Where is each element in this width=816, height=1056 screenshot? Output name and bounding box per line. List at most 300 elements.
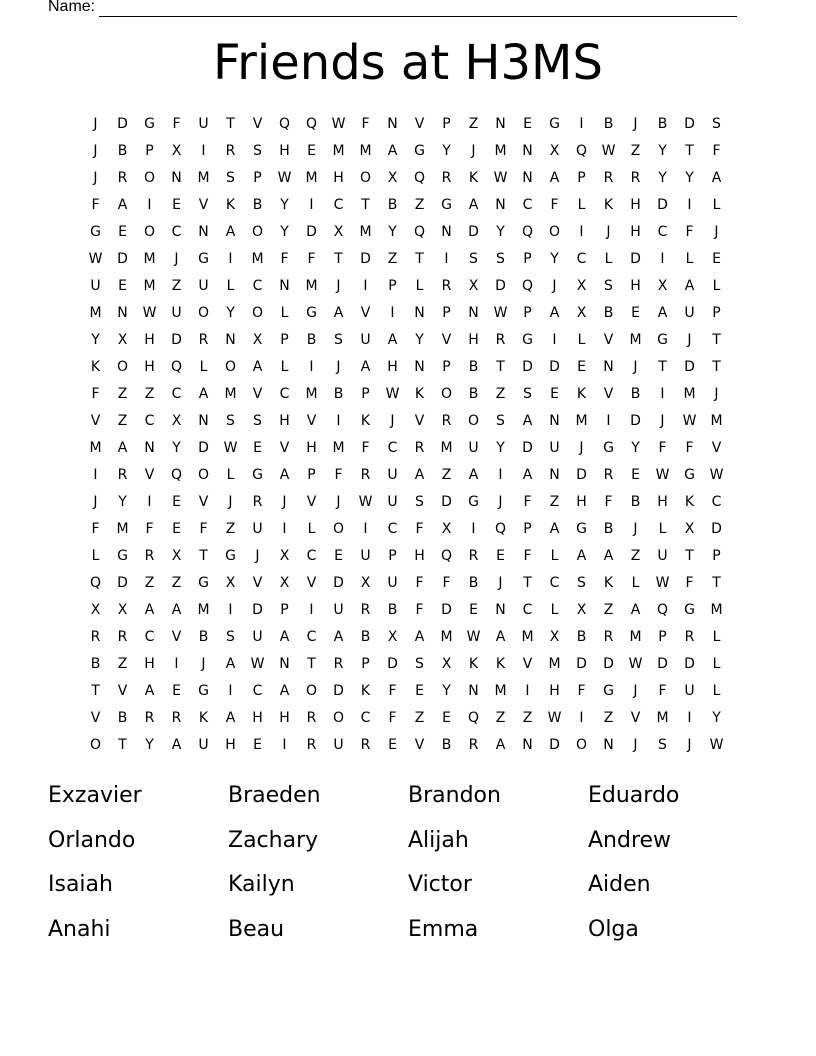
grid-letter: D [711,521,722,537]
grid-row [82,570,730,597]
grid-letter: B [576,629,587,645]
grid-letter: X [549,629,560,645]
grid-letter: L [307,521,316,537]
grid-letter: Y [118,494,127,510]
grid-letter: A [279,683,290,699]
grid-letter: N [522,737,533,753]
grid-letter: R [441,413,452,429]
grid-letter: V [414,413,425,429]
grid-letter: R [603,467,614,483]
grid-row [82,300,730,327]
grid-letter: P [712,548,721,564]
grid-letter: I [525,683,530,699]
grid-letter: H [306,440,317,456]
grid-letter: R [144,710,155,726]
grid-letter: D [387,656,398,672]
grid-letter: A [495,629,506,645]
grid-letter: M [116,521,129,537]
grid-letter: B [630,386,641,402]
grid-letter: D [252,602,263,618]
grid-letter: E [172,683,181,699]
grid-letter: B [657,116,668,132]
grid-letter: B [387,602,398,618]
grid-letter: Q [467,710,480,726]
grid-letter: I [552,332,557,348]
grid-letter: A [171,602,182,618]
grid-letter: S [604,278,613,294]
grid-letter: O [467,413,480,429]
grid-letter: P [145,143,154,159]
grid-letter: W [277,170,292,186]
grid-letter: G [306,305,317,321]
grid-letter: U [360,548,371,564]
grid-letter: V [90,413,101,429]
grid-letter: I [309,602,314,618]
grid-letter: Y [91,332,100,348]
grid-letter: Q [89,575,102,591]
grid-letter: L [226,278,235,294]
grid-letter: A [360,359,371,375]
grid-letter: S [226,629,235,645]
grid-letter: G [198,251,209,267]
grid-letter: G [549,116,560,132]
grid-letter: M [89,440,102,456]
grid-letter: G [90,224,101,240]
grid-letter: R [441,278,452,294]
grid-letter: F [577,683,586,699]
grid-letter: V [117,683,128,699]
grid-letter: A [522,467,533,483]
grid-letter: M [440,629,453,645]
grid-letter: W [223,440,238,456]
grid-letter: A [684,278,695,294]
grid-letter: B [360,629,371,645]
grid-letter: X [657,278,668,294]
grid-letter: K [576,386,587,402]
grid-letter: A [549,305,560,321]
grid-row [82,354,730,381]
grid-letter: D [441,494,452,510]
grid-letter: I [228,602,233,618]
grid-letter: T [712,359,721,375]
grid-letter: G [198,683,209,699]
grid-letter: V [144,467,155,483]
grid-letter: O [89,737,102,753]
grid-letter: X [225,575,236,591]
grid-letter: E [631,467,640,483]
grid-letter: N [198,224,209,240]
grid-letter: P [658,629,667,645]
grid-letter: D [630,251,641,267]
grid-letter: J [714,224,719,240]
grid-letter: Z [522,710,533,726]
grid-letter: E [172,521,181,537]
grid-letter: W [250,656,265,672]
grid-letter: I [660,386,665,402]
grid-letter: U [657,548,668,564]
grid-letter: J [390,413,395,429]
grid-letter: P [442,116,451,132]
grid-letter: F [334,467,343,483]
grid-letter: A [198,386,209,402]
grid-letter: Z [441,467,452,483]
grid-letter: K [468,170,479,186]
name-field[interactable] [48,0,737,17]
grid-letter: Z [144,575,155,591]
grid-letter: M [305,278,318,294]
grid-letter: H [630,278,641,294]
grid-letter: I [390,305,395,321]
grid-letter: I [282,521,287,537]
grid-row [82,192,730,219]
grid-letter: U [387,467,398,483]
grid-letter: Z [549,494,560,510]
grid-letter: H [279,710,290,726]
grid-letter: P [577,170,586,186]
grid-letter: N [549,413,560,429]
grid-letter: F [685,224,694,240]
grid-letter: D [117,116,128,132]
grid-letter: I [309,359,314,375]
grid-letter: I [471,521,476,537]
grid-letter: H [468,332,479,348]
grid-letter: P [253,170,262,186]
grid-letter: J [282,494,287,510]
grid-letter: S [226,170,235,186]
grid-letter: C [252,278,263,294]
grid-letter: V [306,575,317,591]
grid-letter: R [414,440,425,456]
grid-letter: F [415,602,424,618]
grid-letter: J [498,494,503,510]
grid-letter: Z [117,656,128,672]
grid-row [82,219,730,246]
grid-letter: W [88,251,103,267]
grid-letter: O [332,710,345,726]
grid-letter: R [117,170,128,186]
grid-letter: K [198,710,209,726]
grid-letter: M [197,602,210,618]
grid-letter: M [143,278,156,294]
grid-letter: L [550,602,559,618]
grid-letter: C [144,629,155,645]
grid-letter: D [684,116,695,132]
grid-letter: U [333,602,344,618]
grid-letter: O [575,737,588,753]
grid-letter: T [199,548,208,564]
grid-letter: P [361,656,370,672]
grid-letter: Q [521,278,534,294]
grid-letter: B [603,305,614,321]
grid-letter: Q [440,548,453,564]
grid-letter: N [603,359,614,375]
grid-letter: M [440,440,453,456]
grid-letter: K [414,386,425,402]
grid-letter: R [603,170,614,186]
grid-letter: Z [144,386,155,402]
grid-letter: I [579,116,584,132]
grid-letter: X [576,305,587,321]
grid-letter: E [118,224,127,240]
grid-letter: K [225,197,236,213]
grid-letter: V [279,440,290,456]
grid-letter: I [579,710,584,726]
grid-letter: J [606,224,611,240]
grid-letter: G [684,602,695,618]
grid-letter: E [172,197,181,213]
grid-letter: V [90,710,101,726]
grid-letter: B [468,575,479,591]
grid-letter: T [712,332,721,348]
grid-letter: W [466,629,481,645]
grid-letter: V [441,332,452,348]
grid-letter: R [684,629,695,645]
grid-letter: G [144,116,155,132]
grid-letter: C [711,494,722,510]
grid-letter: A [468,467,479,483]
grid-letter: S [523,386,532,402]
grid-letter: W [628,656,643,672]
puzzle-title: Friends at H3MS [213,35,603,91]
grid-letter: E [334,548,343,564]
grid-letter: W [547,710,562,726]
grid-letter: M [89,305,102,321]
grid-row [82,543,730,570]
grid-letter: L [577,332,586,348]
grid-letter: M [143,251,156,267]
grid-letter: U [684,683,695,699]
grid-letter: G [603,683,614,699]
grid-letter: Y [658,170,667,186]
grid-letter: U [171,305,182,321]
word-bank-item: Eduardo [588,783,680,808]
grid-letter: B [117,710,128,726]
grid-letter: L [631,575,640,591]
grid-letter: J [93,116,98,132]
grid-letter: W [142,305,157,321]
grid-letter: J [336,494,341,510]
grid-letter: L [280,359,289,375]
grid-row [82,111,730,138]
grid-letter: X [171,548,182,564]
grid-letter: S [658,737,667,753]
grid-letter: Y [280,224,289,240]
grid-letter: A [414,467,425,483]
grid-letter: S [415,494,424,510]
grid-letter: A [576,548,587,564]
grid-letter: T [118,737,127,753]
grid-letter: U [387,575,398,591]
grid-letter: Q [521,224,534,240]
grid-letter: D [522,440,533,456]
grid-letter: C [333,197,344,213]
grid-row [82,651,730,678]
grid-letter: U [198,737,209,753]
grid-letter: A [630,602,641,618]
grid-letter: H [279,143,290,159]
grid-letter: G [603,440,614,456]
grid-letter: X [576,278,587,294]
grid-letter: Y [496,224,505,240]
grid-letter: C [549,575,560,591]
grid-letter: G [576,521,587,537]
grid-letter: E [253,737,262,753]
grid-letter: R [495,332,506,348]
grid-letter: B [333,386,344,402]
grid-letter: D [306,224,317,240]
grid-letter: I [201,143,206,159]
grid-letter: D [333,683,344,699]
grid-letter: V [252,386,263,402]
grid-letter: R [360,737,371,753]
grid-letter: L [604,251,613,267]
word-bank-item: Zachary [228,827,319,853]
grid-letter: Z [225,521,236,537]
grid-letter: T [658,359,667,375]
name-underline[interactable] [99,0,737,17]
grid-letter: T [307,656,316,672]
grid-letter: V [171,629,182,645]
grid-letter: O [251,224,264,240]
grid-letter: J [93,143,98,159]
grid-letter: I [282,737,287,753]
grid-letter: T [685,143,694,159]
grid-letter: O [251,305,264,321]
grid-letter: I [363,278,368,294]
grid-letter: D [576,467,587,483]
grid-letter: T [523,575,532,591]
grid-letter: F [91,197,100,213]
grid-letter: K [495,656,506,672]
grid-letter: V [630,710,641,726]
grid-letter: F [523,548,532,564]
grid-letter: F [415,575,424,591]
grid-letter: A [117,197,128,213]
grid-letter: R [630,170,641,186]
grid-letter: J [336,359,341,375]
grid-row [82,273,730,300]
grid-letter: Y [442,683,451,699]
grid-letter: A [117,440,128,456]
grid-letter: I [147,197,152,213]
grid-letter: Z [468,116,479,132]
grid-letter: S [253,143,262,159]
grid-letter: L [577,197,586,213]
grid-letter: H [144,359,155,375]
grid-letter: E [118,278,127,294]
grid-letter: F [442,575,451,591]
grid-letter: M [683,386,696,402]
grid-letter: X [441,521,452,537]
grid-letter: A [522,413,533,429]
grid-letter: H [414,548,425,564]
grid-letter: X [684,521,695,537]
grid-row [82,678,730,705]
grid-letter: R [306,737,317,753]
grid-letter: K [684,494,695,510]
grid-letter: R [117,467,128,483]
grid-letter: P [280,602,289,618]
grid-letter: F [388,683,397,699]
grid-letter: Y [145,737,154,753]
grid-letter: J [498,575,503,591]
grid-letter: X [549,143,560,159]
grid-letter: X [468,278,479,294]
name-label: Name: [48,0,96,15]
grid-letter: M [521,629,534,645]
grid-letter: U [387,494,398,510]
grid-letter: I [444,251,449,267]
grid-letter: Q [170,467,183,483]
grid-letter: R [144,548,155,564]
grid-letter: M [710,602,723,618]
grid-letter: J [201,656,206,672]
grid-letter: E [307,143,316,159]
grid-letter: N [414,305,425,321]
grid-letter: I [498,467,503,483]
grid-letter: K [90,359,101,375]
grid-letter: B [468,386,479,402]
grid-letter: U [684,305,695,321]
grid-letter: L [91,548,100,564]
grid-letter: P [523,305,532,321]
grid-letter: I [309,197,314,213]
grid-letter: D [549,359,560,375]
grid-letter: X [360,575,371,591]
grid-letter: C [657,224,668,240]
grid-letter: F [361,116,370,132]
grid-letter: E [712,251,721,267]
grid-letter: F [307,251,316,267]
grid-letter: C [387,440,398,456]
grid-letter: O [440,386,453,402]
grid-letter: J [228,494,233,510]
grid-letter: Z [414,710,425,726]
grid-letter: L [550,548,559,564]
grid-letter: Y [280,197,289,213]
grid-letter: E [631,305,640,321]
grid-letter: G [468,494,479,510]
grid-letter: A [144,683,155,699]
grid-letter: Y [685,170,694,186]
grid-letter: I [687,197,692,213]
grid-letter: N [171,170,182,186]
grid-letter: H [333,170,344,186]
grid-letter: U [90,278,101,294]
grid-letter: Z [171,278,182,294]
grid-letter: A [225,710,236,726]
word-bank-item: Exzavier [48,783,142,808]
grid-letter: D [603,656,614,672]
grid-letter: R [360,602,371,618]
grid-letter: U [252,521,263,537]
grid-letter: M [494,143,507,159]
grid-letter: I [660,251,665,267]
grid-letter: C [279,386,290,402]
grid-letter: U [198,116,209,132]
grid-letter: U [252,629,263,645]
grid-letter: A [333,629,344,645]
grid-letter: A [414,629,425,645]
grid-letter: I [579,224,584,240]
grid-letter: K [603,197,614,213]
grid-letter: X [117,332,128,348]
grid-letter: A [279,629,290,645]
grid-letter: V [306,494,317,510]
grid-row [82,597,730,624]
grid-letter: E [523,116,532,132]
grid-letter: L [658,521,667,537]
